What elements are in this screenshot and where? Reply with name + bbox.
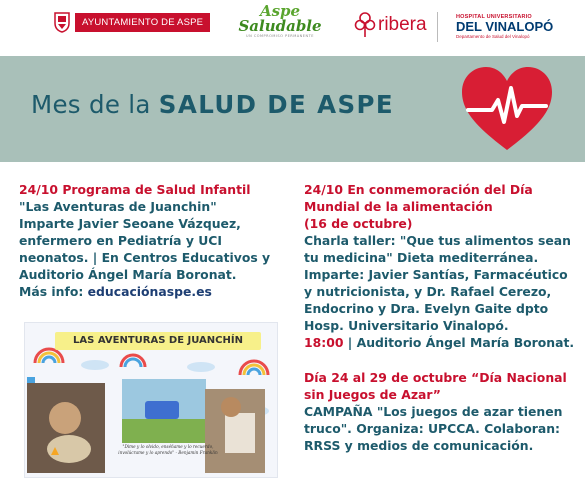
event2-line: truco". Organiza: UPCCA. Colaboran: xyxy=(304,421,560,436)
event2-line: RRSS y medios de comunicación. xyxy=(304,438,534,453)
hospital-vinalopo-logo xyxy=(456,14,556,39)
event1-line: Endocrino y Dra. Evelyn Gaite dpto xyxy=(304,301,549,316)
saludable-tagline: UN COMPROMISO PERMANENTE xyxy=(246,34,314,38)
left-line: neonatos. | En Centros Educativos y xyxy=(19,250,271,265)
left-line: enfermero en Pediatría y UCI xyxy=(19,233,222,248)
ribera-logo xyxy=(354,11,427,39)
event2-heading: Día 24 al 29 de octubre “Día Nacional xyxy=(304,370,567,385)
event1-line: tu medicina" Dieta mediterránea. xyxy=(304,250,539,265)
heart-pulse-icon xyxy=(458,64,556,154)
event1-line: Imparte: Javier Santías, Farmacéutico xyxy=(304,267,568,282)
hospital-name: DEL VINALOPÓ xyxy=(456,19,554,34)
title-prefix: Mes de la xyxy=(31,90,151,119)
left-subtitle: "Las Aventuras de Juanchin" xyxy=(19,199,217,214)
logo-divider xyxy=(437,12,438,42)
aspe-crest-icon xyxy=(53,11,71,33)
left-heading: 24/10 Programa de Salud Infantil xyxy=(19,182,251,197)
event1-time: 18:00 xyxy=(304,335,344,350)
more-info xyxy=(19,283,299,300)
ayuntamiento-label: AYUNTAMIENTO DE ASPE xyxy=(75,13,210,32)
left-line: Auditorio Ángel María Boronat. xyxy=(19,267,237,282)
page-title xyxy=(31,90,394,119)
event1-line: Hosp. Universitario Vinalopó. xyxy=(304,318,509,333)
event1-place: | Auditorio Ángel María Boronat. xyxy=(343,335,575,350)
more-info-link[interactable]: educaciónaspe.es xyxy=(87,284,212,299)
ayuntamiento-aspe-logo xyxy=(53,11,210,33)
right-column xyxy=(304,181,574,454)
ribera-label: ribera xyxy=(378,14,427,35)
event1-time-place xyxy=(304,334,574,351)
aspe-saludable-logo xyxy=(232,4,328,50)
event1-heading: 24/10 En conmemoración del Día xyxy=(304,182,533,197)
hospital-sub: Departamento de Salud del Vinalopó xyxy=(456,34,530,39)
event2-line: CAMPAÑA "Los juegos de azar tienen xyxy=(304,404,563,419)
event1-heading: Mundial de la alimentación xyxy=(304,199,493,214)
logo-bar xyxy=(0,0,585,56)
saludable-line2: Saludable xyxy=(238,17,322,35)
more-info-label: Más info: xyxy=(19,284,84,299)
left-column xyxy=(19,181,299,300)
event2-heading: sin Juegos de Azar” xyxy=(304,387,441,402)
hospital-top-label: HOSPITAL UNIVERSITARIO xyxy=(456,14,532,20)
title-bold: SALUD DE ASPE xyxy=(158,90,395,119)
spacer xyxy=(304,351,574,369)
illustration-title: LAS AVENTURAS DE JUANCHÍN xyxy=(55,332,261,350)
juanchin-illustration xyxy=(24,322,278,478)
event1-line: Charla taller: "Que tus alimentos sean xyxy=(304,233,571,248)
saludable-line1: Aspe xyxy=(259,2,301,20)
event1-heading: (16 de octubre) xyxy=(304,216,413,231)
ribera-tree-icon xyxy=(354,11,376,39)
left-line: Imparte Javier Seoane Vázquez, xyxy=(19,216,241,231)
event1-line: y nutricionista, y Dr. Rafael Cerezo, xyxy=(304,284,552,299)
illustration-caption: "Dime y lo olvido, enséñame y lo recuerdo, involúcrame y lo aprendo" - Benjamin Franklin xyxy=(118,444,218,455)
